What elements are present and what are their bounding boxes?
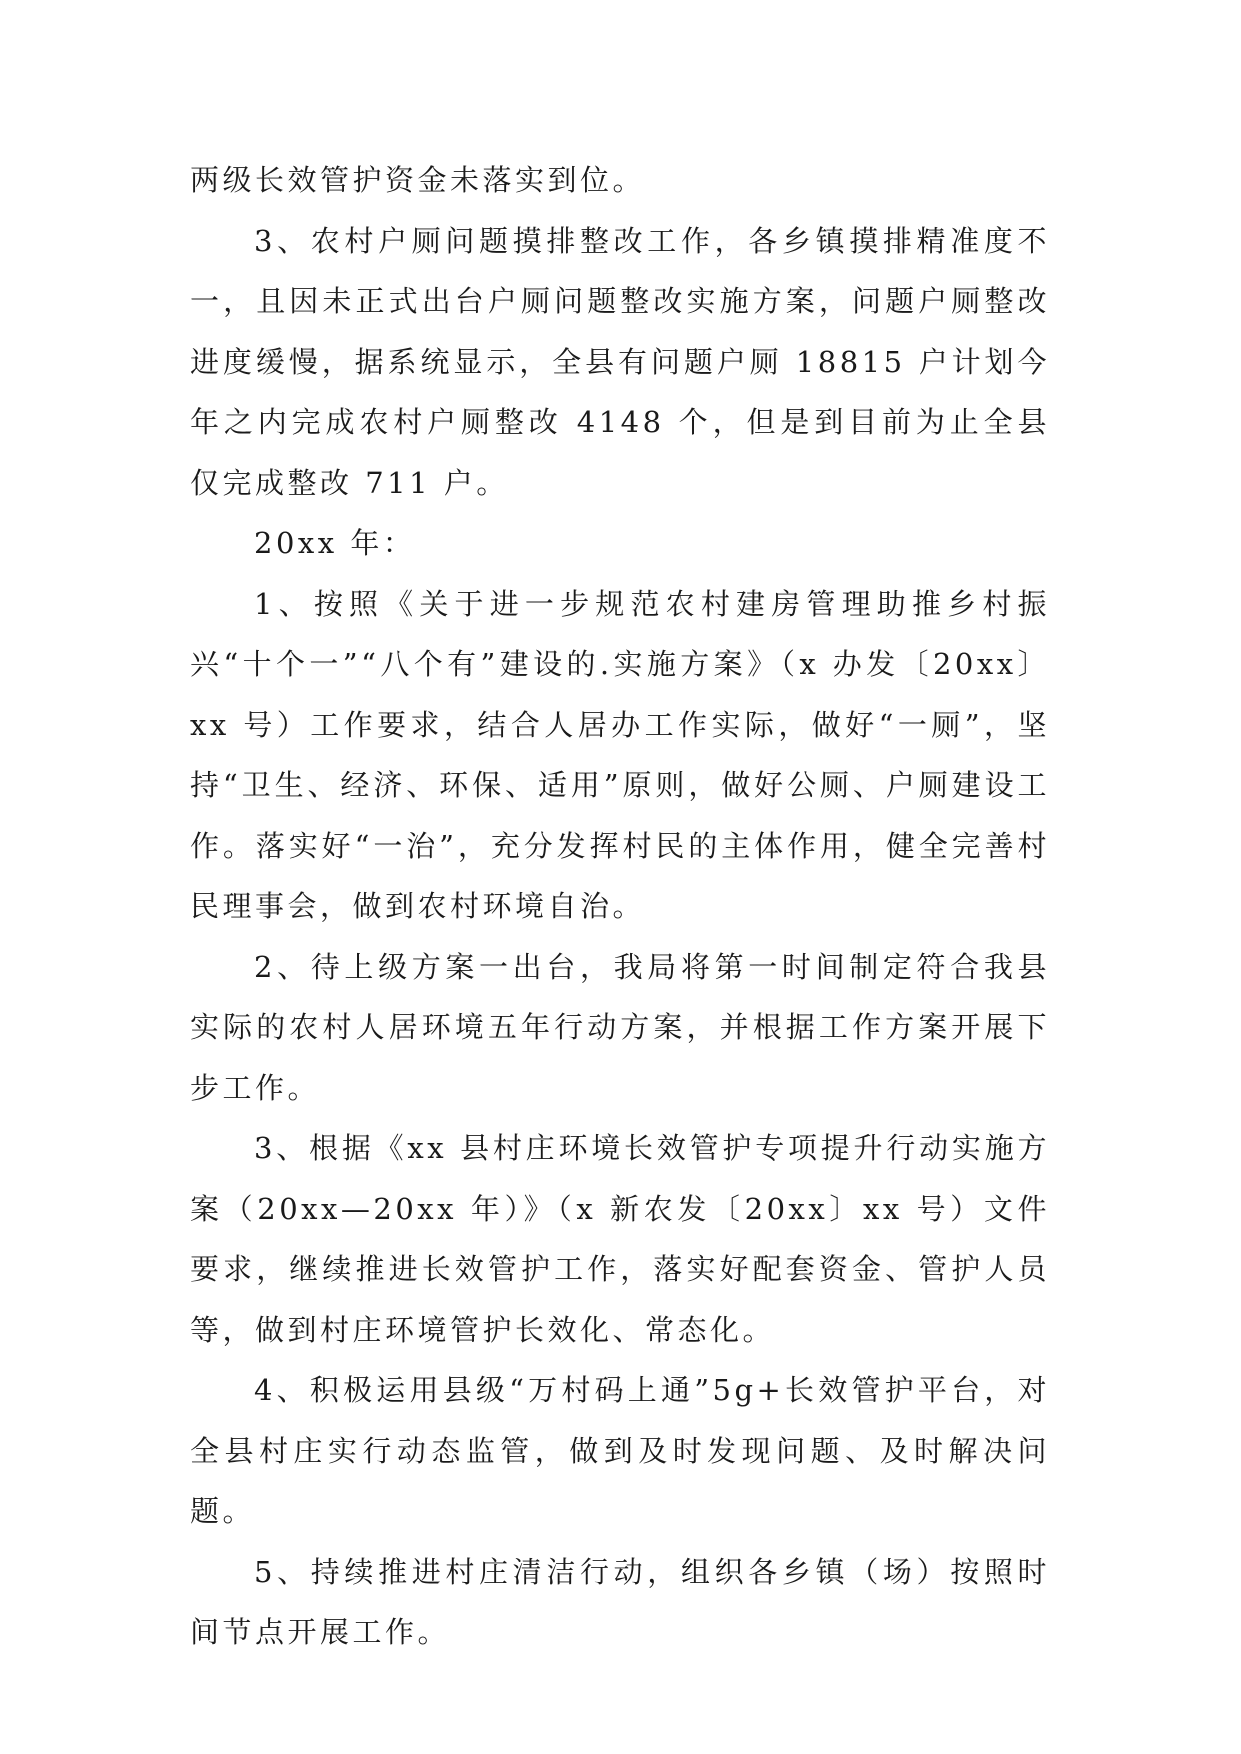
paragraph-plan-item-2: 2、待上级方案一出台，我局将第一时间制定符合我县实际的农村人居环境五年行动方案，并根据工作方案开展下步工作。 <box>190 949 1050 1105</box>
paragraph-plan-item-1: 1、按照《关于进一步规范农村建房管理助推乡村振兴“十个一”“八个有”建设的.实施方案》（x 办发〔20xx〕xx 号）工作要求，结合人居办工作实际，做好“一厕”，坚持“卫生、经济、环保、适用”原则，做好公厕、户厕建设工作。落实好“一治”，充分发挥村民的主体作用，健全完善村民理事会，做到农村环境自治。 <box>190 586 1050 923</box>
paragraph-year-heading: 20xx 年： <box>254 526 416 560</box>
paragraph-plan-item-5: 5、持续推进村庄清洁行动，组织各乡镇（场）按照时间节点开展工作。 <box>190 1554 1050 1649</box>
paragraph-plan-item-3: 3、根据《xx 县村庄环境长效管护专项提升行动实施方案（20xx—20xx 年）》（x 新农发〔20xx〕xx 号）文件要求，继续推进长效管护工作，落实好配套资金、管护人员等，做到村庄环境管护长效化、常态化。 <box>190 1131 1050 1347</box>
paragraph-item-3-toilet-rectification: 3、农村户厕问题摸排整改工作，各乡镇摸排精准度不一，且因未正式出台户厕问题整改实施方案，问题户厕整改进度缓慢，据系统显示，全县有问题户厕 18815 户计划今年之内完成农村户厕整改 4148 个，但是到目前为止全县仅完成整改 711 户。 <box>190 223 1050 500</box>
document-body <box>190 150 1050 1663</box>
paragraph-continuation: 两级长效管护资金未落实到位。 <box>190 163 646 197</box>
paragraph-plan-item-4: 4、积极运用县级“万村码上通”5g+长效管护平台，对全县村庄实行动态监管，做到及时发现问题、及时解决问题。 <box>190 1373 1050 1528</box>
